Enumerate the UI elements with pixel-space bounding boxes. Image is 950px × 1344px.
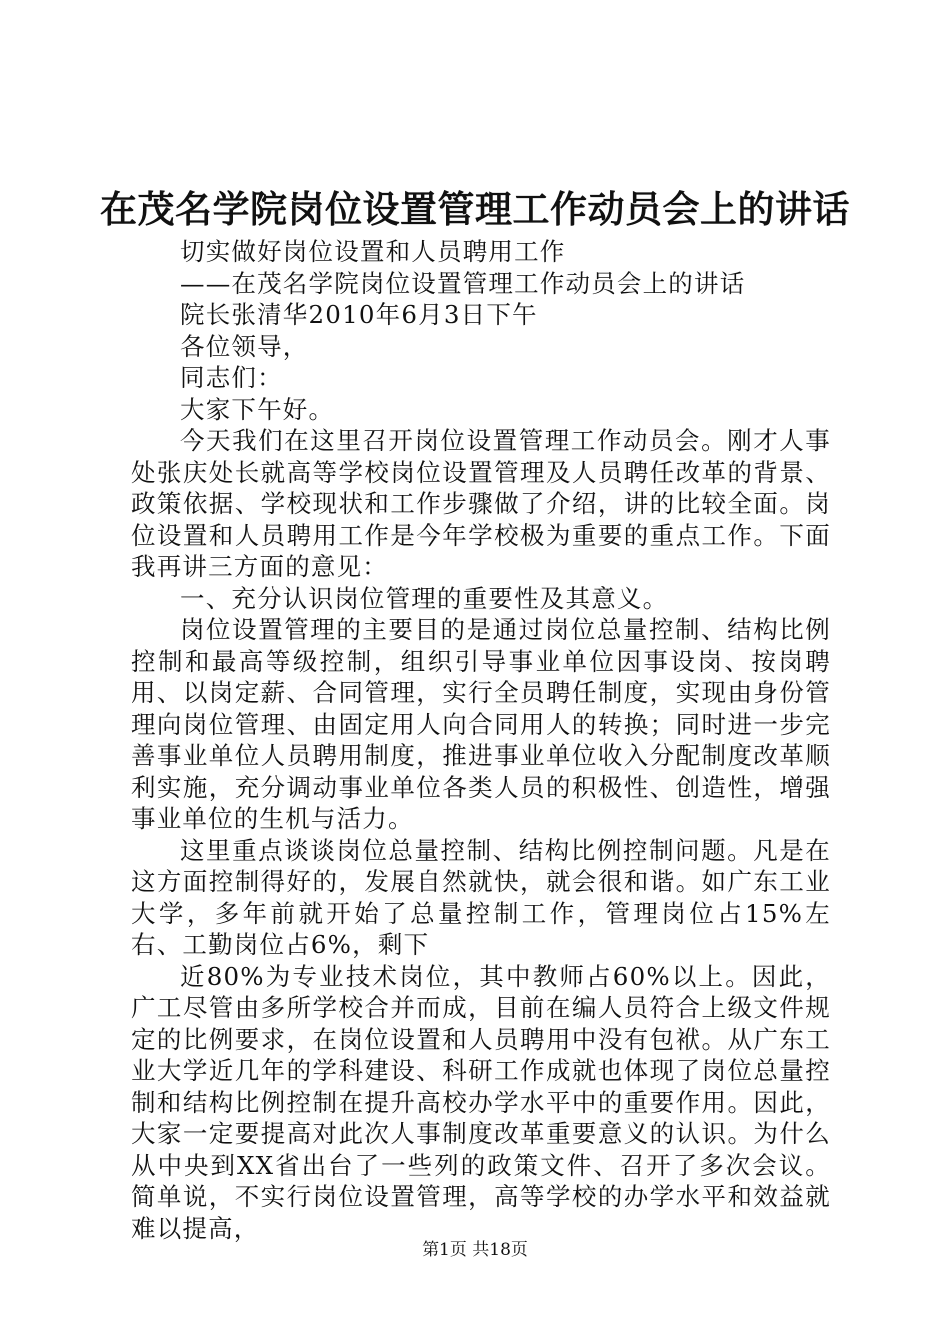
salutation-line: 各位领导， <box>180 331 309 361</box>
body-paragraph: 近80%为专业技术岗位，其中教师占60%以上。因此，广工尽管由多所学校合并而成，目前在编人员符合上级文件规定的比例要求，在岗位设置和人员聘用中没有包袱。从广东工业大学近几年的学科建设、科研工作成就也体现了岗位总量控制和结构比例控制在提升高校办学水平中的重要作用。因此，大家一定要提高对此次人事制度改革重要意义的认识。为什么从中央到XX省出台了一些列的政策文件、召开了多次会议。简单说，不实行岗位设置管理，高等学校的办学水平和效益就难以提高， <box>131 961 831 1243</box>
page-number-footer: 第1页 共18页 <box>422 1240 528 1260</box>
salutation-line: 同志们： <box>180 363 283 392</box>
subtitle-line: 切实做好岗位设置和人员聘用工作 <box>180 237 566 266</box>
document-title: 在茂名学院岗位设置管理工作动员会上的讲话 <box>100 187 850 231</box>
body-paragraph: 今天我们在这里召开岗位设置管理工作动员会。刚才人事处张庆处长就高等学校岗位设置管理及人员聘任改革的背景、政策依据、学校现状和工作步骤做了介绍，讲的比较全面。岗位设置和人员聘用工作是今年学校极为重要的重点工作。下面我再讲三方面的意见： <box>131 426 831 581</box>
greeting-line: 大家下午好。 <box>180 394 335 424</box>
speech-occasion-line: ——在茂名学院岗位设置管理工作动员会上的讲话 <box>180 268 746 298</box>
body-paragraph: 岗位设置管理的主要目的是通过岗位总量控制、结构比例控制和最高等级控制，组织引导事业单位因事设岗、按岗聘用、以岗定薪、合同管理，实行全员聘任制度，实现由身份管理向岗位管理、由固定用人向合同用人的转换；同时进一步完善事业单位人员聘用制度，推进事业单位收入分配制度改革顺利实施，充分调动事业单位各类人员的积极性、创造性，增强事业单位的生机与活力。 <box>131 615 831 833</box>
body-paragraph: 这里重点谈谈岗位总量控制、结构比例控制问题。凡是在这方面控制得好的，发展自然就快，就会很和谐。如广东工业大学，多年前就开始了总量控制工作，管理岗位占15%左右、工勤岗位占6%，剩下 <box>131 835 831 959</box>
document-body <box>131 236 831 1244</box>
speaker-date-line: 院长张清华2010年6月3日下午 <box>180 300 538 329</box>
section-heading: 一、充分认识岗位管理的重要性及其意义。 <box>180 583 669 613</box>
